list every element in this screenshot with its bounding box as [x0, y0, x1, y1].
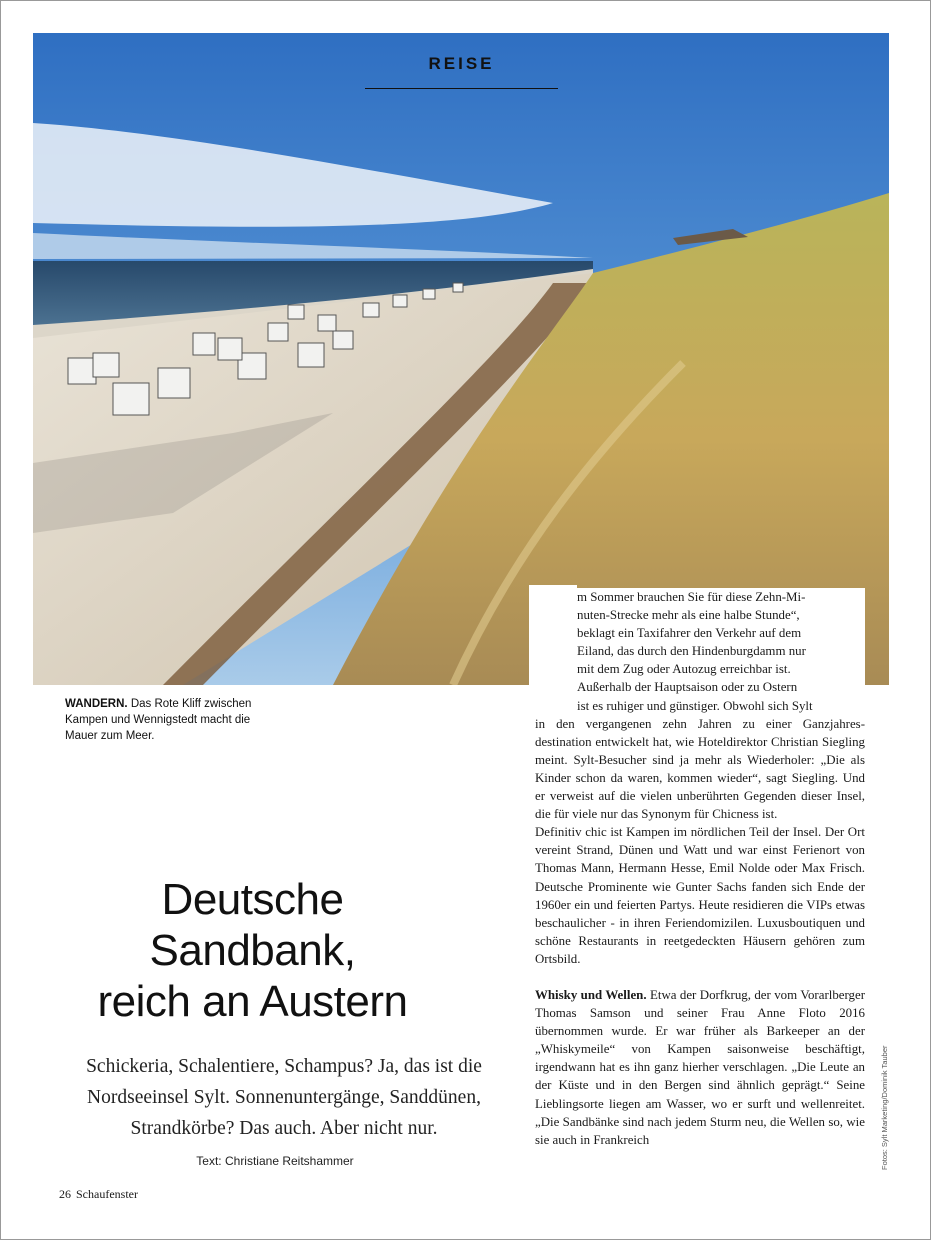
- page-number: 26: [59, 1187, 71, 1201]
- paragraph-2: Definitiv chic ist Kampen im nördlichen Teil der Insel. Der Ort vereint Strand, Dünen und Watt und war einst Ferienort von Thomas Mann, Hermann Hesse, Emil Nolde oder Max Frisch. Deutsche Prominente wie Gunter Sachs fanden sich Ende der 1960er ein und feierten Partys. Heute residieren die VIPs etwas beschaulicher - in ihren Feriendomizilen. Luxusboutiquen und schöne Restaurants in reetgedeckten Häusern gehören zum Ortsbild.: [535, 825, 865, 966]
- article-dek: Schickeria, Schalentiere, Schampus? Ja, das ist die Nordseeinsel Sylt. Sonnenuntergänge, Sanddünen, Strandkörbe? Das auch. Aber nicht nur.: [86, 1056, 482, 1139]
- magazine-name: Schaufenster: [76, 1187, 138, 1201]
- headline-line-2: Sandbank,: [149, 926, 356, 975]
- byline: Text: Christiane Reitshammer: [196, 1154, 354, 1168]
- paragraph-1: in den vergangenen zehn Jahren zu einer Ganzjahres-destination entwickelt hat, wie Hoteldirektor Christian Siegling meint. Sylt-Besucher sind ja mehr als Wiederholer: „Die als Kinder schon da waren, kommen wieder“, sagt Siegling. Und er verweist auf die vielen unberührten Gegenden dieser Insel, die für viele nur das Synonym für Chicness ist.: [535, 716, 865, 822]
- article-headline: [60, 874, 445, 1027]
- headline-line-1: Deutsche: [161, 875, 344, 924]
- intro-lines: [529, 588, 865, 715]
- intro-line: Eiland, das durch den Hindenburgdamm nur: [577, 644, 806, 659]
- caption-lead: WANDERN.: [65, 698, 128, 710]
- photo-credit: Fotos: Sylt Marketing/Dominik Tauber: [880, 1045, 889, 1170]
- headline-line-3: reich an Austern: [97, 977, 408, 1026]
- article-body: [535, 588, 865, 1149]
- caption-text: Das Rote Kliff zwischen Kampen und Wennigstedt macht die Mauer zum Meer.: [65, 698, 252, 742]
- intro-line: mit dem Zug oder Autozug erreichbar ist.: [577, 662, 791, 677]
- paragraph-3-lead: Whisky und Wellen.: [535, 987, 647, 1002]
- paragraph-3: [535, 986, 865, 1149]
- section-label: REISE: [428, 54, 495, 73]
- photo-caption: [65, 696, 275, 744]
- folio: [59, 1187, 138, 1202]
- section-rule: [365, 88, 558, 89]
- intro-line: Außerhalb der Hauptsaison oder zu Ostern: [577, 680, 798, 695]
- intro-line: m Sommer brauchen Sie für diese Zehn-Mi-: [577, 590, 806, 604]
- intro-line: nuten-Strecke mehr als eine halbe Stunde“,: [577, 608, 800, 623]
- intro-line: ist es ruhiger und günstiger. Obwohl sich Sylt: [577, 698, 813, 713]
- intro-line: beklagt ein Taxifahrer den Verkehr auf dem: [577, 626, 802, 641]
- paragraph-3-text: Etwa der Dorfkrug, der vom Vorarlberger Thomas Samson und seiner Frau Anne Floto 2016 übernommen wurde. Er war früher als Barkeeper an der „Whiskymeile“ von Kampen saisonweise beschäftigt, irgendwann hat es ihn ganz hierher verschlagen. „Die Leute an der Küste und in den Bergen sind ähnlich geprägt.“ Seine Lieblingsorte liegen am Wasser, wo er surft und wellenreitet. „Die Sandbänke sind nach jedem Sturm neu, die Wellen so, wie sie auch in Frankreich: [535, 987, 866, 1147]
